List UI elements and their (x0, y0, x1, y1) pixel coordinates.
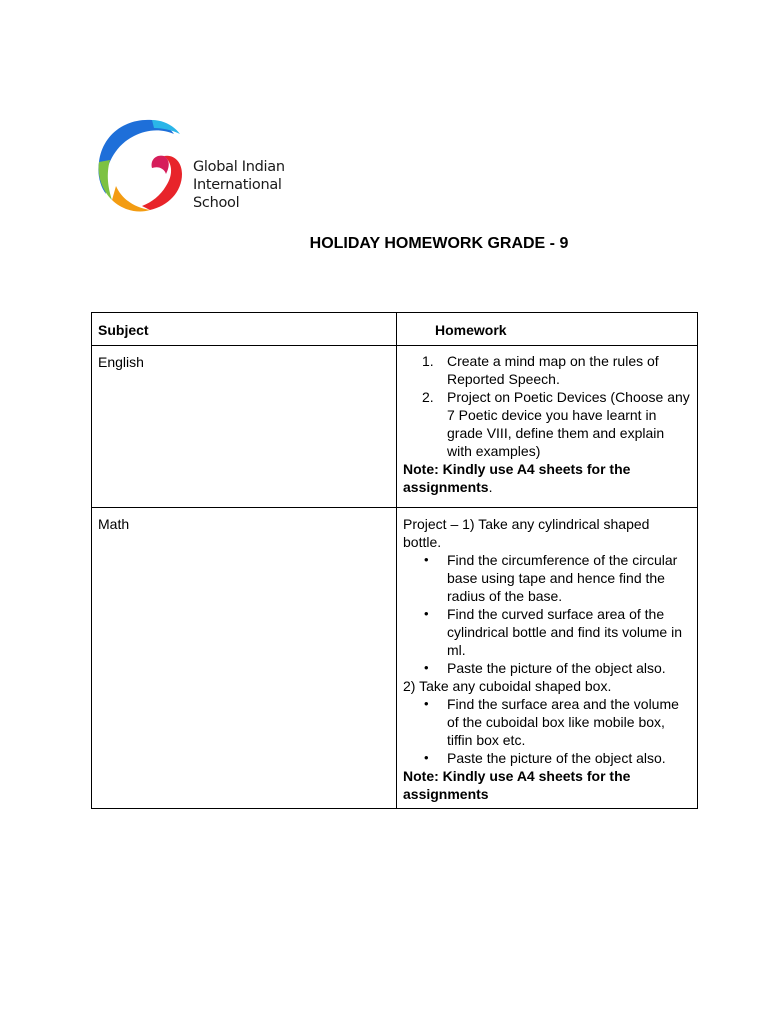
list-item (422, 352, 691, 388)
list-item-text: Project on Poetic Devices (Choose any 7 Poetic device you have learnt in grade VIII, define them and explain with examples) (447, 389, 690, 459)
logo-swirl-icon (94, 114, 194, 214)
homework-english (397, 346, 698, 508)
math-bullet-list-1 (403, 551, 691, 677)
logo-line-1: Global Indian (193, 159, 285, 175)
list-item (424, 749, 691, 767)
math-note: Note: Kindly use A4 sheets for the assignments (403, 768, 631, 802)
math-intro-2: 2) Take any cuboidal shaped box. (403, 678, 612, 694)
table-header-row (92, 313, 698, 346)
bullet-icon: • (424, 606, 429, 621)
bullet-icon: • (424, 750, 429, 765)
header-subject: Subject (92, 313, 397, 346)
list-item-text: Paste the picture of the object also. (447, 660, 666, 676)
logo-wordmark (193, 158, 285, 212)
list-item (422, 388, 691, 460)
list-item-text: Find the circumference of the circular base using tape and hence find the radius of the base. (447, 552, 678, 604)
list-item-text: Find the curved surface area of the cylindrical bottle and find its volume in ml. (447, 606, 683, 658)
note-text: Note: Kindly use A4 sheets for the assignments (403, 461, 631, 495)
page-title: HOLIDAY HOMEWORK GRADE - 9 (309, 235, 569, 252)
table-row-english (92, 346, 698, 508)
subject-math: Math (92, 508, 397, 809)
list-item-text: Find the surface area and the volume of the cuboidal box like mobile box, tiffin box etc. (447, 696, 679, 748)
list-item (424, 659, 691, 677)
homework-table (91, 312, 698, 809)
bullet-icon: • (424, 660, 429, 675)
list-number: 1. (422, 353, 434, 369)
math-intro-1: Project – 1) Take any cylindrical shaped bottle. (403, 516, 650, 550)
list-item-text: Paste the picture of the object also. (447, 750, 666, 766)
list-item (424, 695, 691, 749)
english-note (403, 460, 691, 496)
logo-line-2: International (193, 177, 282, 193)
english-task-list (403, 352, 691, 460)
list-item-text: Create a mind map on the rules of Reported Speech. (447, 353, 659, 387)
table-row-math (92, 508, 698, 809)
school-logo (94, 114, 294, 214)
bullet-icon: • (424, 696, 429, 711)
subject-english: English (92, 346, 397, 508)
math-bullet-list-2 (403, 695, 691, 767)
note-tail: . (488, 479, 493, 495)
homework-math (397, 508, 698, 809)
header-homework: Homework (397, 313, 698, 346)
bullet-icon: • (424, 552, 429, 567)
list-number: 2. (422, 389, 434, 405)
list-item (424, 551, 691, 605)
logo-line-3: School (193, 195, 240, 211)
list-item (424, 605, 691, 659)
